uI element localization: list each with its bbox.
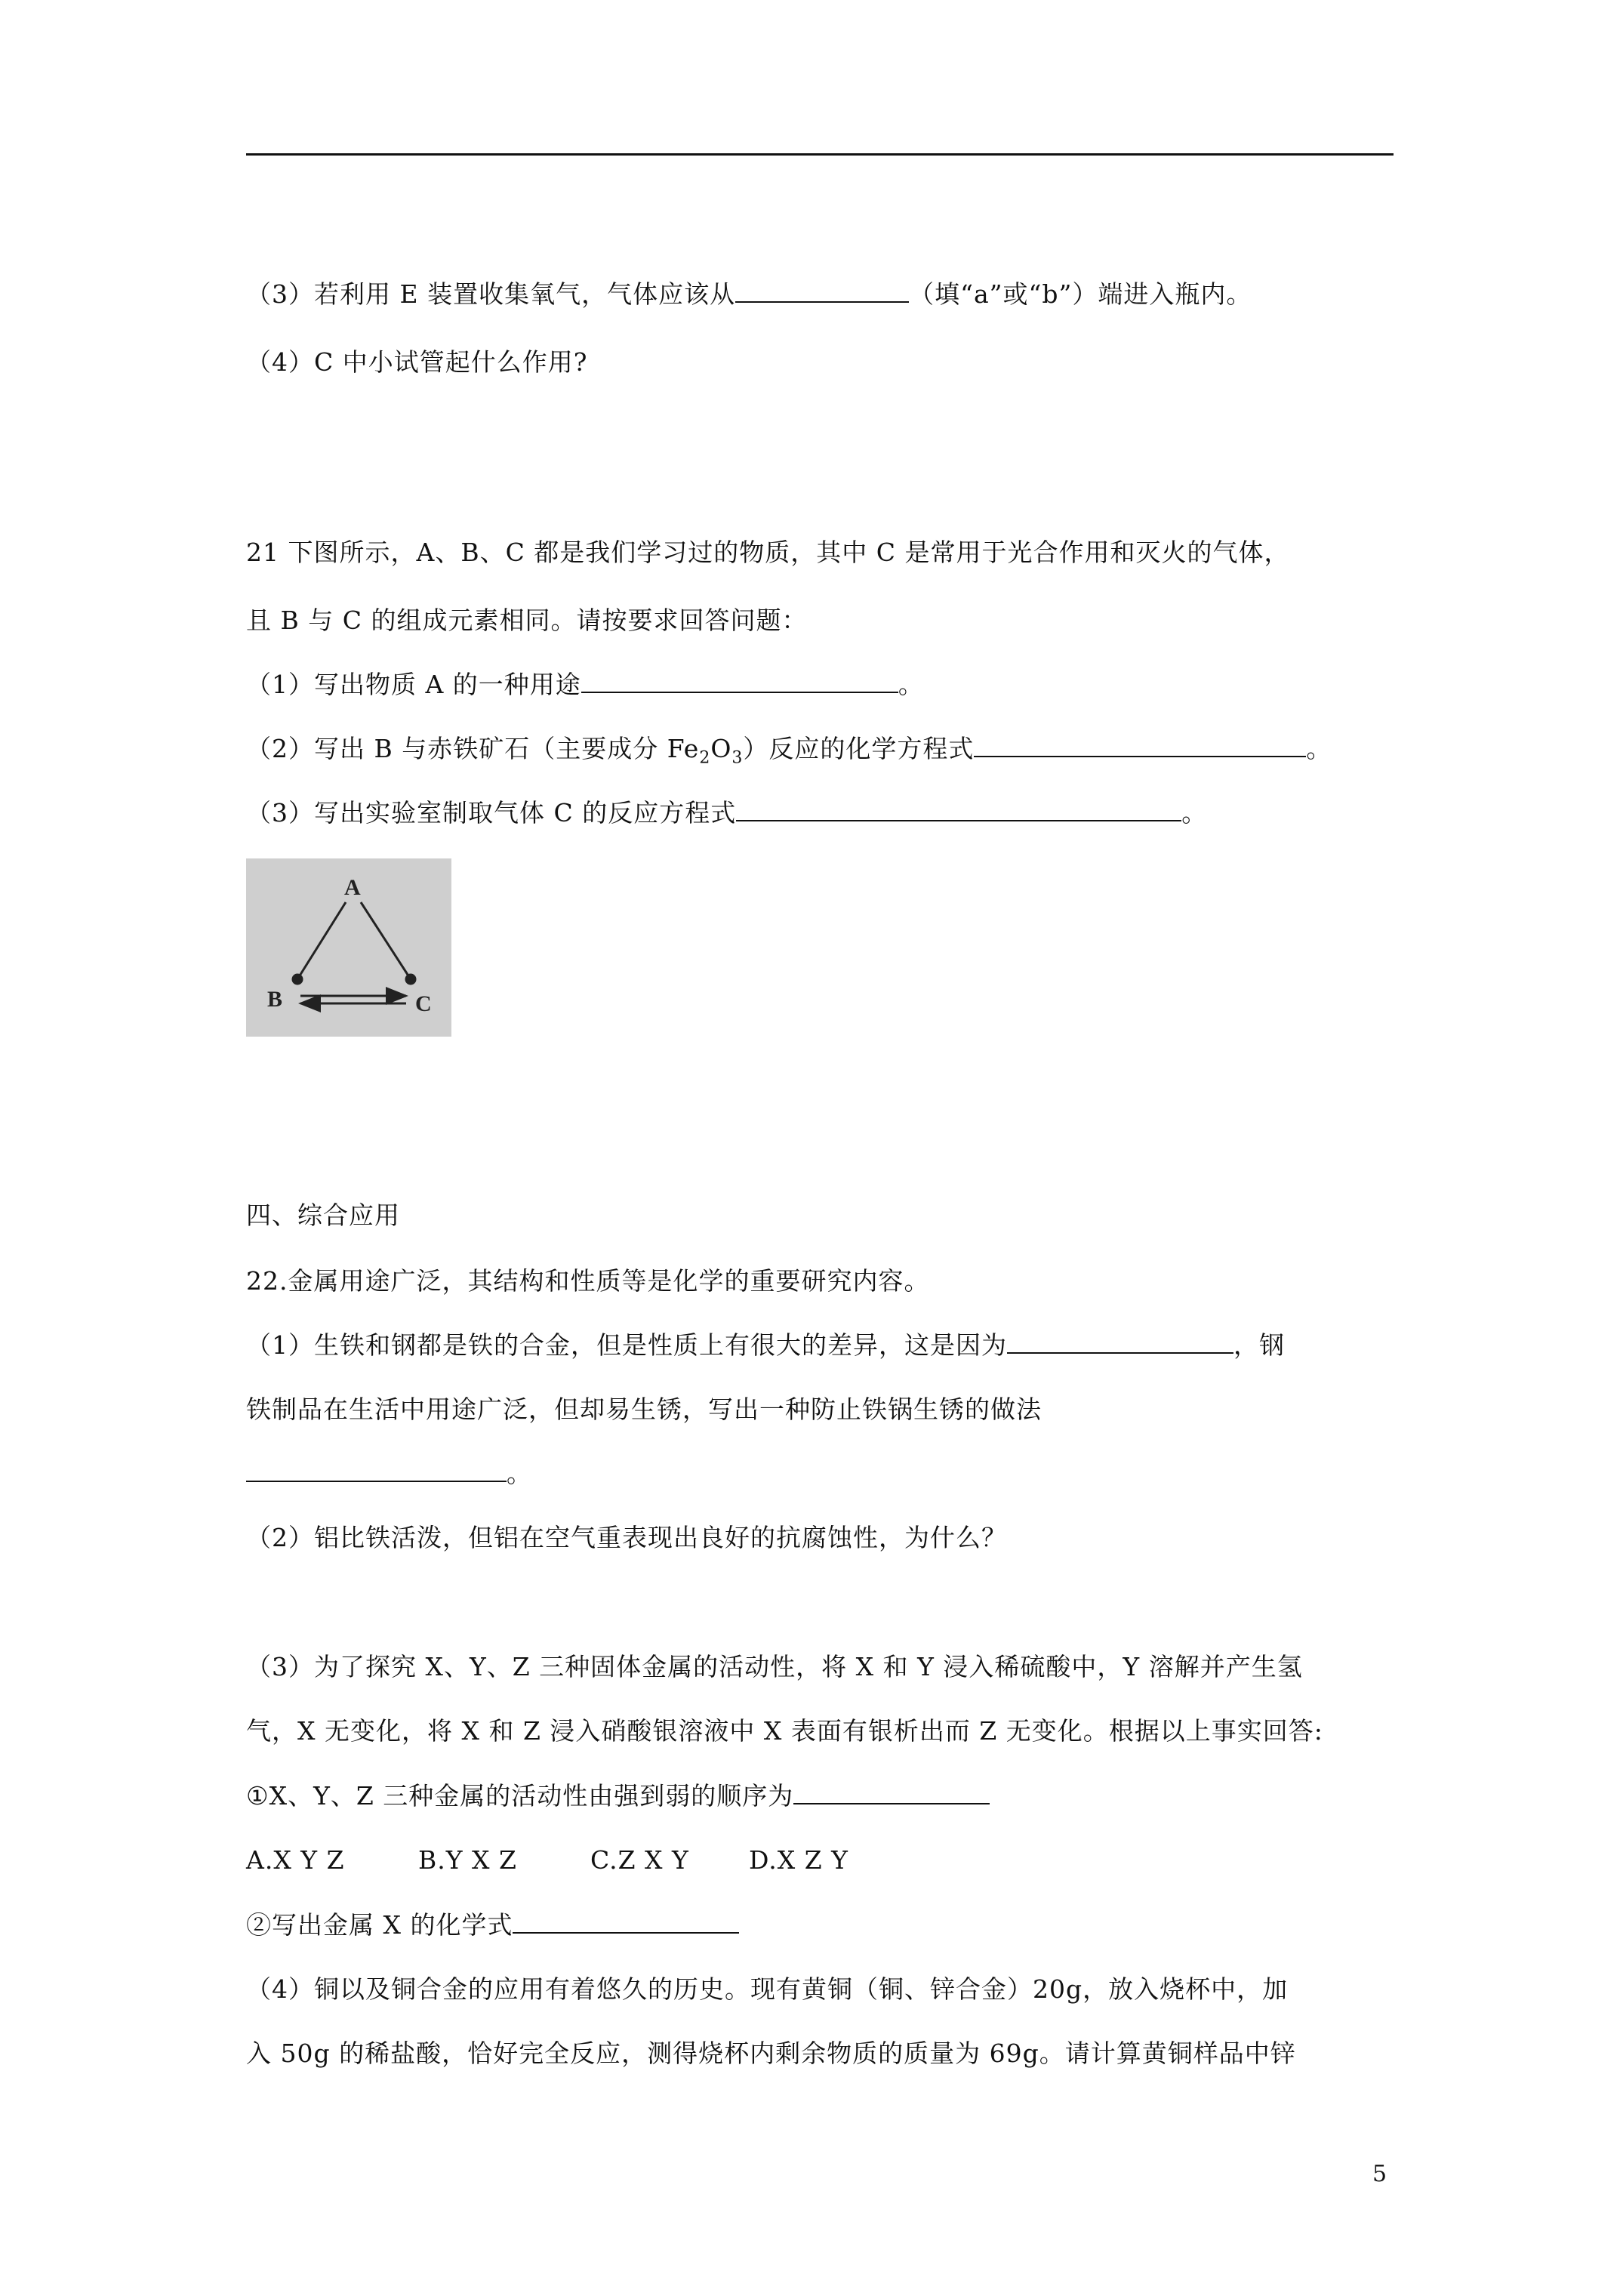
q20-part3-tail: （填“a”或“b”）端进入瓶内。: [909, 279, 1252, 309]
option-b[interactable]: B.Y X Z: [418, 1845, 517, 1875]
q22-part3-q1-text: ①X、Y、Z 三种金属的活动性由强到弱的顺序为: [246, 1781, 794, 1811]
answer-blank[interactable]: [736, 797, 1181, 821]
q21-part3: [246, 797, 1207, 830]
label-c: C: [415, 991, 432, 1016]
q22-options: [246, 1844, 848, 1877]
q22-part3-q2-text: ②写出金属 X 的化学式: [246, 1910, 513, 1940]
subscript: 2: [699, 748, 711, 768]
label-a: A: [344, 875, 361, 900]
q22-part1-line1: [246, 1329, 1285, 1362]
arrow-a-to-c: [361, 902, 411, 979]
q21-part3-text: （3）写出实验室制取气体 C 的反应方程式: [246, 798, 737, 827]
answer-blank[interactable]: [246, 1458, 507, 1482]
answer-blank[interactable]: [581, 669, 898, 693]
q21-part1-tail: 。: [898, 670, 924, 699]
q22-part3-line2: 气，X 无变化，将 X 和 Z 浸入硝酸银溶液中 X 表面有银析出而 Z 无变化。根据以上事实回答:: [246, 1716, 1323, 1746]
q21-part2: [246, 732, 1332, 775]
q22-part1-line2: 铁制品在生活中用途广泛，但却易生锈，写出一种防止铁锅生锈的做法: [246, 1395, 1042, 1424]
q22-part1-text: （1）生铁和钢都是铁的合金，但是性质上有很大的差异，这是因为: [246, 1330, 1007, 1360]
answer-blank[interactable]: [974, 733, 1306, 757]
q20-part3-text: （3）若利用 E 装置收集氧气，气体应该从: [246, 279, 736, 309]
q21-part2-tail: 。: [1306, 734, 1332, 763]
option-c[interactable]: C.Z X Y: [590, 1845, 689, 1875]
q22-part4-line2: 入 50g 的稀盐酸，恰好完全反应，测得烧杯内剩余物质的质量为 69g。请计算黄铜样品中锌: [246, 2039, 1296, 2068]
q22-intro: 22.金属用途广泛，其结构和性质等是化学的重要研究内容。: [246, 1266, 930, 1296]
q22-part3-line1: （3）为了探究 X、Y、Z 三种固体金属的活动性，将 X 和 Y 浸入稀硫酸中，Y 溶解并产生氢: [246, 1652, 1303, 1681]
section-title: 四、综合应用: [246, 1200, 400, 1230]
q22-part1-line3: [246, 1457, 532, 1490]
q22-part4-line1: （4）铜以及铜合金的应用有着悠久的历史。现有黄铜（铜、锌合金）20g，放入烧杯中，加: [246, 1974, 1289, 2004]
q21-part3-tail: 。: [1181, 798, 1208, 827]
q20-part3: [246, 278, 1252, 311]
q22-part3-q1: [246, 1780, 990, 1813]
subscript: 3: [731, 748, 744, 768]
answer-blank[interactable]: [735, 279, 909, 303]
q22-part2: （2）铝比铁活泼，但铝在空气重表现出良好的抗腐蚀性，为什么？: [246, 1523, 1007, 1552]
q22-part1-tail: ，钢: [1233, 1330, 1285, 1360]
answer-blank[interactable]: [1007, 1330, 1233, 1354]
q20-part4: （4）C 中小试管起什么作用?: [246, 347, 588, 377]
answer-blank[interactable]: [793, 1780, 990, 1804]
abc-relation-diagram: [246, 858, 451, 1037]
arrow-a-to-b: [297, 902, 346, 979]
q21-part1-text: （1）写出物质 A 的一种用途: [246, 670, 581, 699]
answer-blank[interactable]: [513, 1909, 739, 1934]
q21-part2-text: （2）写出 B 与赤铁矿石（主要成分 Fe: [246, 734, 700, 763]
q22-part3-q2: [246, 1909, 739, 1942]
q21-intro-line1: 21 下图所示，A、B、C 都是我们学习过的物质，其中 C 是常用于光合作用和灭火的气体，: [246, 538, 1290, 567]
q21-part2-formula: O: [710, 734, 732, 763]
option-a[interactable]: A.X Y Z: [246, 1845, 345, 1875]
q21-part1: [246, 668, 924, 701]
header-rule: [246, 153, 1394, 156]
q21-intro-line2: 且 B 与 C 的组成元素相同。请按要求回答问题：: [246, 606, 808, 635]
diagram-svg: [246, 858, 451, 1037]
q21-part2-text2: ）反应的化学方程式: [743, 734, 975, 763]
q22-part1-line3-tail: 。: [507, 1459, 532, 1488]
option-d[interactable]: D.X Z Y: [749, 1845, 848, 1875]
page-number: 5: [1372, 2161, 1387, 2187]
label-b: B: [267, 987, 283, 1012]
